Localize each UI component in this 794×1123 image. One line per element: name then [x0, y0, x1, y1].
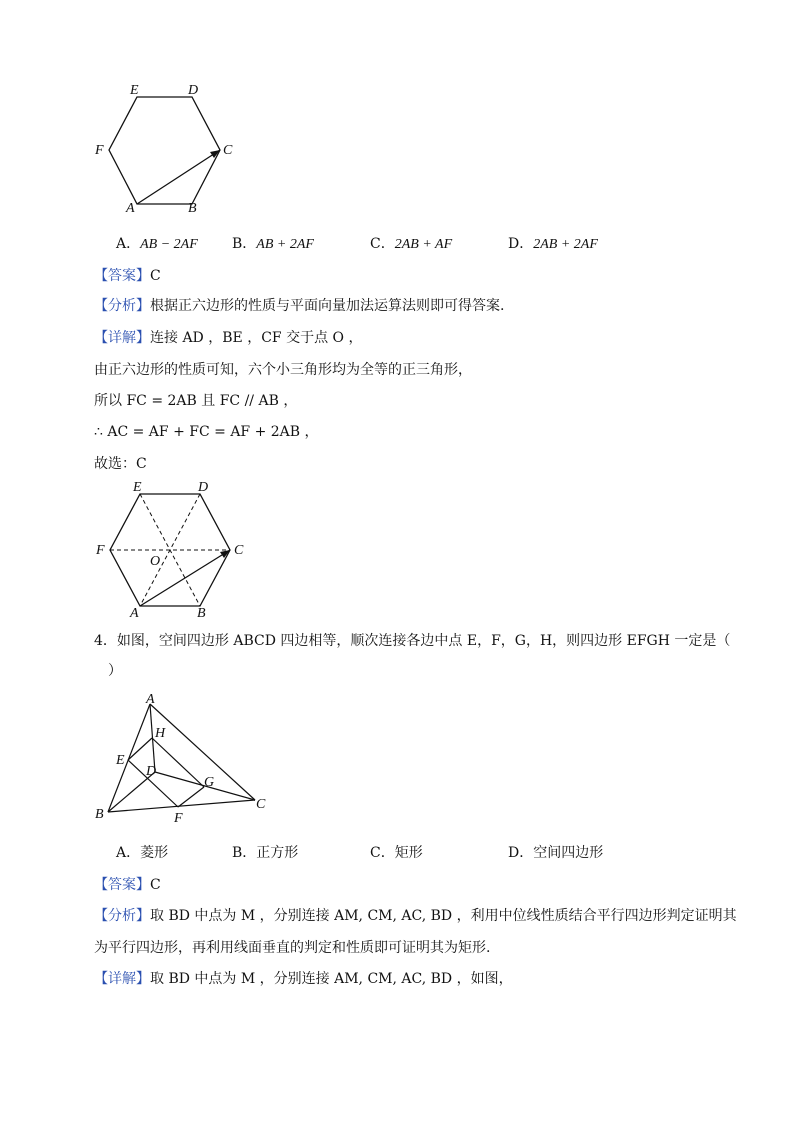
label-B: B [188, 201, 197, 216]
q4-analysis-2: 为平行四边形，再利用线面垂直的判定和性质即可证明其为矩形. [94, 940, 491, 956]
q3-option-c[interactable]: C．2AB + AF [370, 236, 453, 252]
label-D: D [188, 84, 199, 98]
q3-detail-5: 故选：C [94, 456, 147, 472]
label-E: E [116, 753, 125, 768]
label-G: G [204, 775, 215, 790]
q3-detail-4: ∴ AC = AF + FC = AF + 2AB ， [94, 424, 319, 440]
q3-detail-2: 由正六边形的性质可知，六个小三角形均为全等的正三角形， [94, 362, 472, 378]
q4-answer: 【答案】C [94, 877, 161, 893]
q3-option-b[interactable]: B．AB + 2AF [232, 236, 314, 252]
label-O: O [150, 554, 161, 569]
hexagon-figure-1 [90, 84, 250, 216]
label-A: A [130, 606, 139, 621]
label-B: B [95, 807, 104, 822]
q3-option-d[interactable]: D．2AB + 2AF [508, 236, 598, 252]
q3-detail-1: 【详解】连接 AD ，BE ，CF 交于点 O ， [94, 330, 363, 346]
hexagon-figure-2 [90, 478, 250, 623]
label-H: H [155, 726, 166, 741]
q4-option-a[interactable]: A．菱形 [116, 845, 169, 861]
label-F: F [174, 811, 183, 826]
q4-stem: 4．如图，空间四边形 ABCD 四边相等，顺次连接各边中点 E，F，G，H，则四边形 EFGH 一定是（ [94, 633, 731, 649]
q4-stem-close: ） [108, 663, 122, 679]
q3-option-a[interactable]: A．AB − 2AF [116, 236, 198, 252]
label-C: C [234, 543, 244, 558]
label-E: E [130, 84, 139, 98]
label-C: C [223, 143, 233, 158]
label-A: A [126, 201, 135, 216]
q4-option-c[interactable]: C．矩形 [370, 845, 423, 861]
label-E: E [133, 480, 142, 495]
q4-option-b[interactable]: B．正方形 [232, 845, 299, 861]
label-F: F [96, 543, 105, 558]
q3-analysis: 【分析】根据正六边形的性质与平面向量加法运算法则即可得答案. [94, 298, 505, 314]
label-D: D [198, 480, 209, 495]
label-A: A [146, 692, 155, 707]
spatial-quadrilateral-figure [90, 690, 275, 830]
label-F: F [95, 143, 104, 158]
q3-answer: 【答案】C [94, 268, 161, 284]
q4-option-d[interactable]: D．空间四边形 [508, 845, 604, 861]
label-D: D [146, 764, 157, 779]
q3-detail-3: 所以 FC = 2AB 且 FC // AB ， [94, 393, 298, 409]
label-B: B [197, 606, 206, 621]
q4-analysis-1: 【分析】取 BD 中点为 M ，分别连接 AM, CM, AC, BD ，利用中位线性质结合平行四边形判定证明其 [94, 908, 737, 924]
label-C: C [256, 797, 266, 812]
q4-detail: 【详解】取 BD 中点为 M ，分别连接 AM, CM, AC, BD ，如图， [94, 971, 513, 987]
